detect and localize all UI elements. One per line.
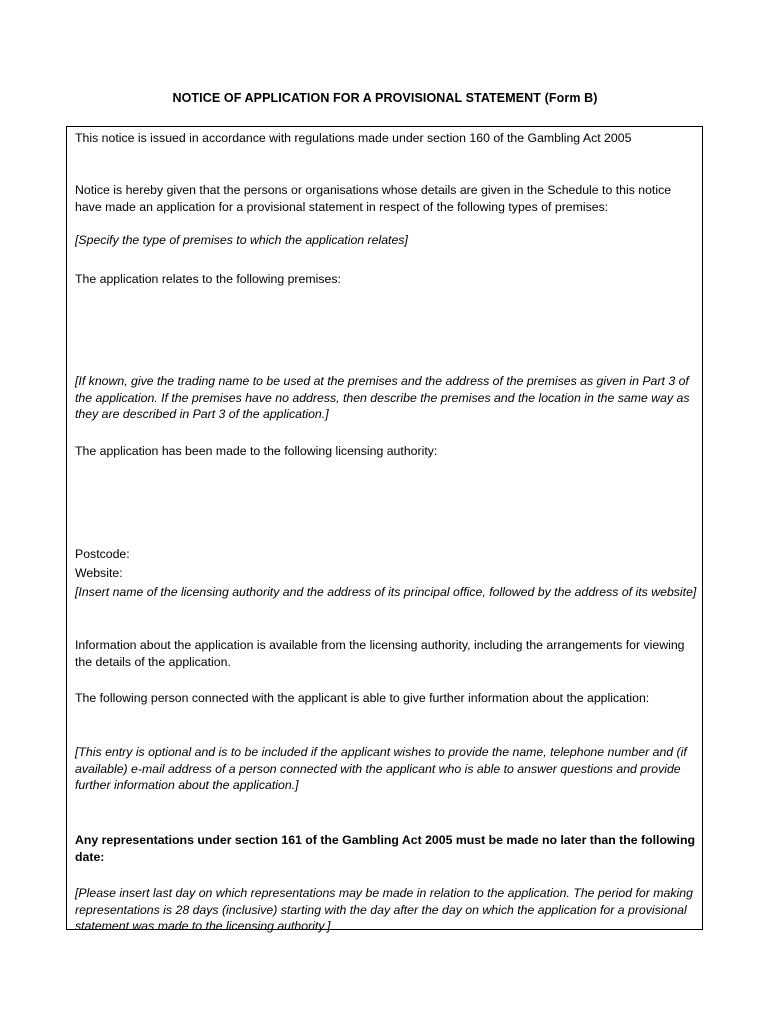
licensing-authority-statement: The application has been made to the following licensing authority: xyxy=(75,444,438,458)
notice-box xyxy=(66,126,703,933)
contact-person-statement: The following person connected with the applicant is able to give further information about the application: xyxy=(75,691,650,705)
premises-type-instruction: [Specify the type of premises to which the application relates] xyxy=(75,233,408,247)
website-label: Website: xyxy=(75,566,123,580)
licensing-authority-instruction: [Insert name of the licensing authority and the address of its principal office, followed by the address of its website] xyxy=(75,585,697,599)
contact-person-instruction: [This entry is optional and is to be included if the applicant wishes to provide the name, telephone number and (if available) e-mail address of a person connected with the applicant who is able to answer questions and provide further information about the application.] xyxy=(75,745,687,792)
premises-instruction: [If known, give the trading name to be used at the premises and the address of the premises as given in Part 3 of the application. If the premises have no address, then describe the premises and the location in the same way as they are described in Part 3 of the application.] xyxy=(75,374,690,421)
information-availability-statement: Information about the application is available from the licensing authority, including the arrangements for viewing the details of the application. xyxy=(75,638,685,669)
notice-given-statement: Notice is hereby given that the persons or organisations whose details are given in the Schedule to this notice have made an application for a provisional statement in respect of the following types of premises: xyxy=(75,183,672,214)
premises-statement: The application relates to the following premises: xyxy=(75,272,341,286)
postcode-label: Postcode: xyxy=(75,547,130,561)
representations-deadline-statement: Any representations under section 161 of the Gambling Act 2005 must be made no later than the following date: xyxy=(75,833,695,864)
regulation-statement: This notice is issued in accordance with regulations made under section 160 of the Gambling Act 2005 xyxy=(75,131,632,145)
document-title: NOTICE OF APPLICATION FOR A PROVISIONAL STATEMENT (Form B) xyxy=(172,91,598,105)
representations-deadline-instruction: [Please insert last day on which representations may be made in relation to the application. The period for making representations is 28 days (inclusive) starting with the day after the day on which the application for a provisional statement was made to the licensing authority.] xyxy=(75,886,693,933)
